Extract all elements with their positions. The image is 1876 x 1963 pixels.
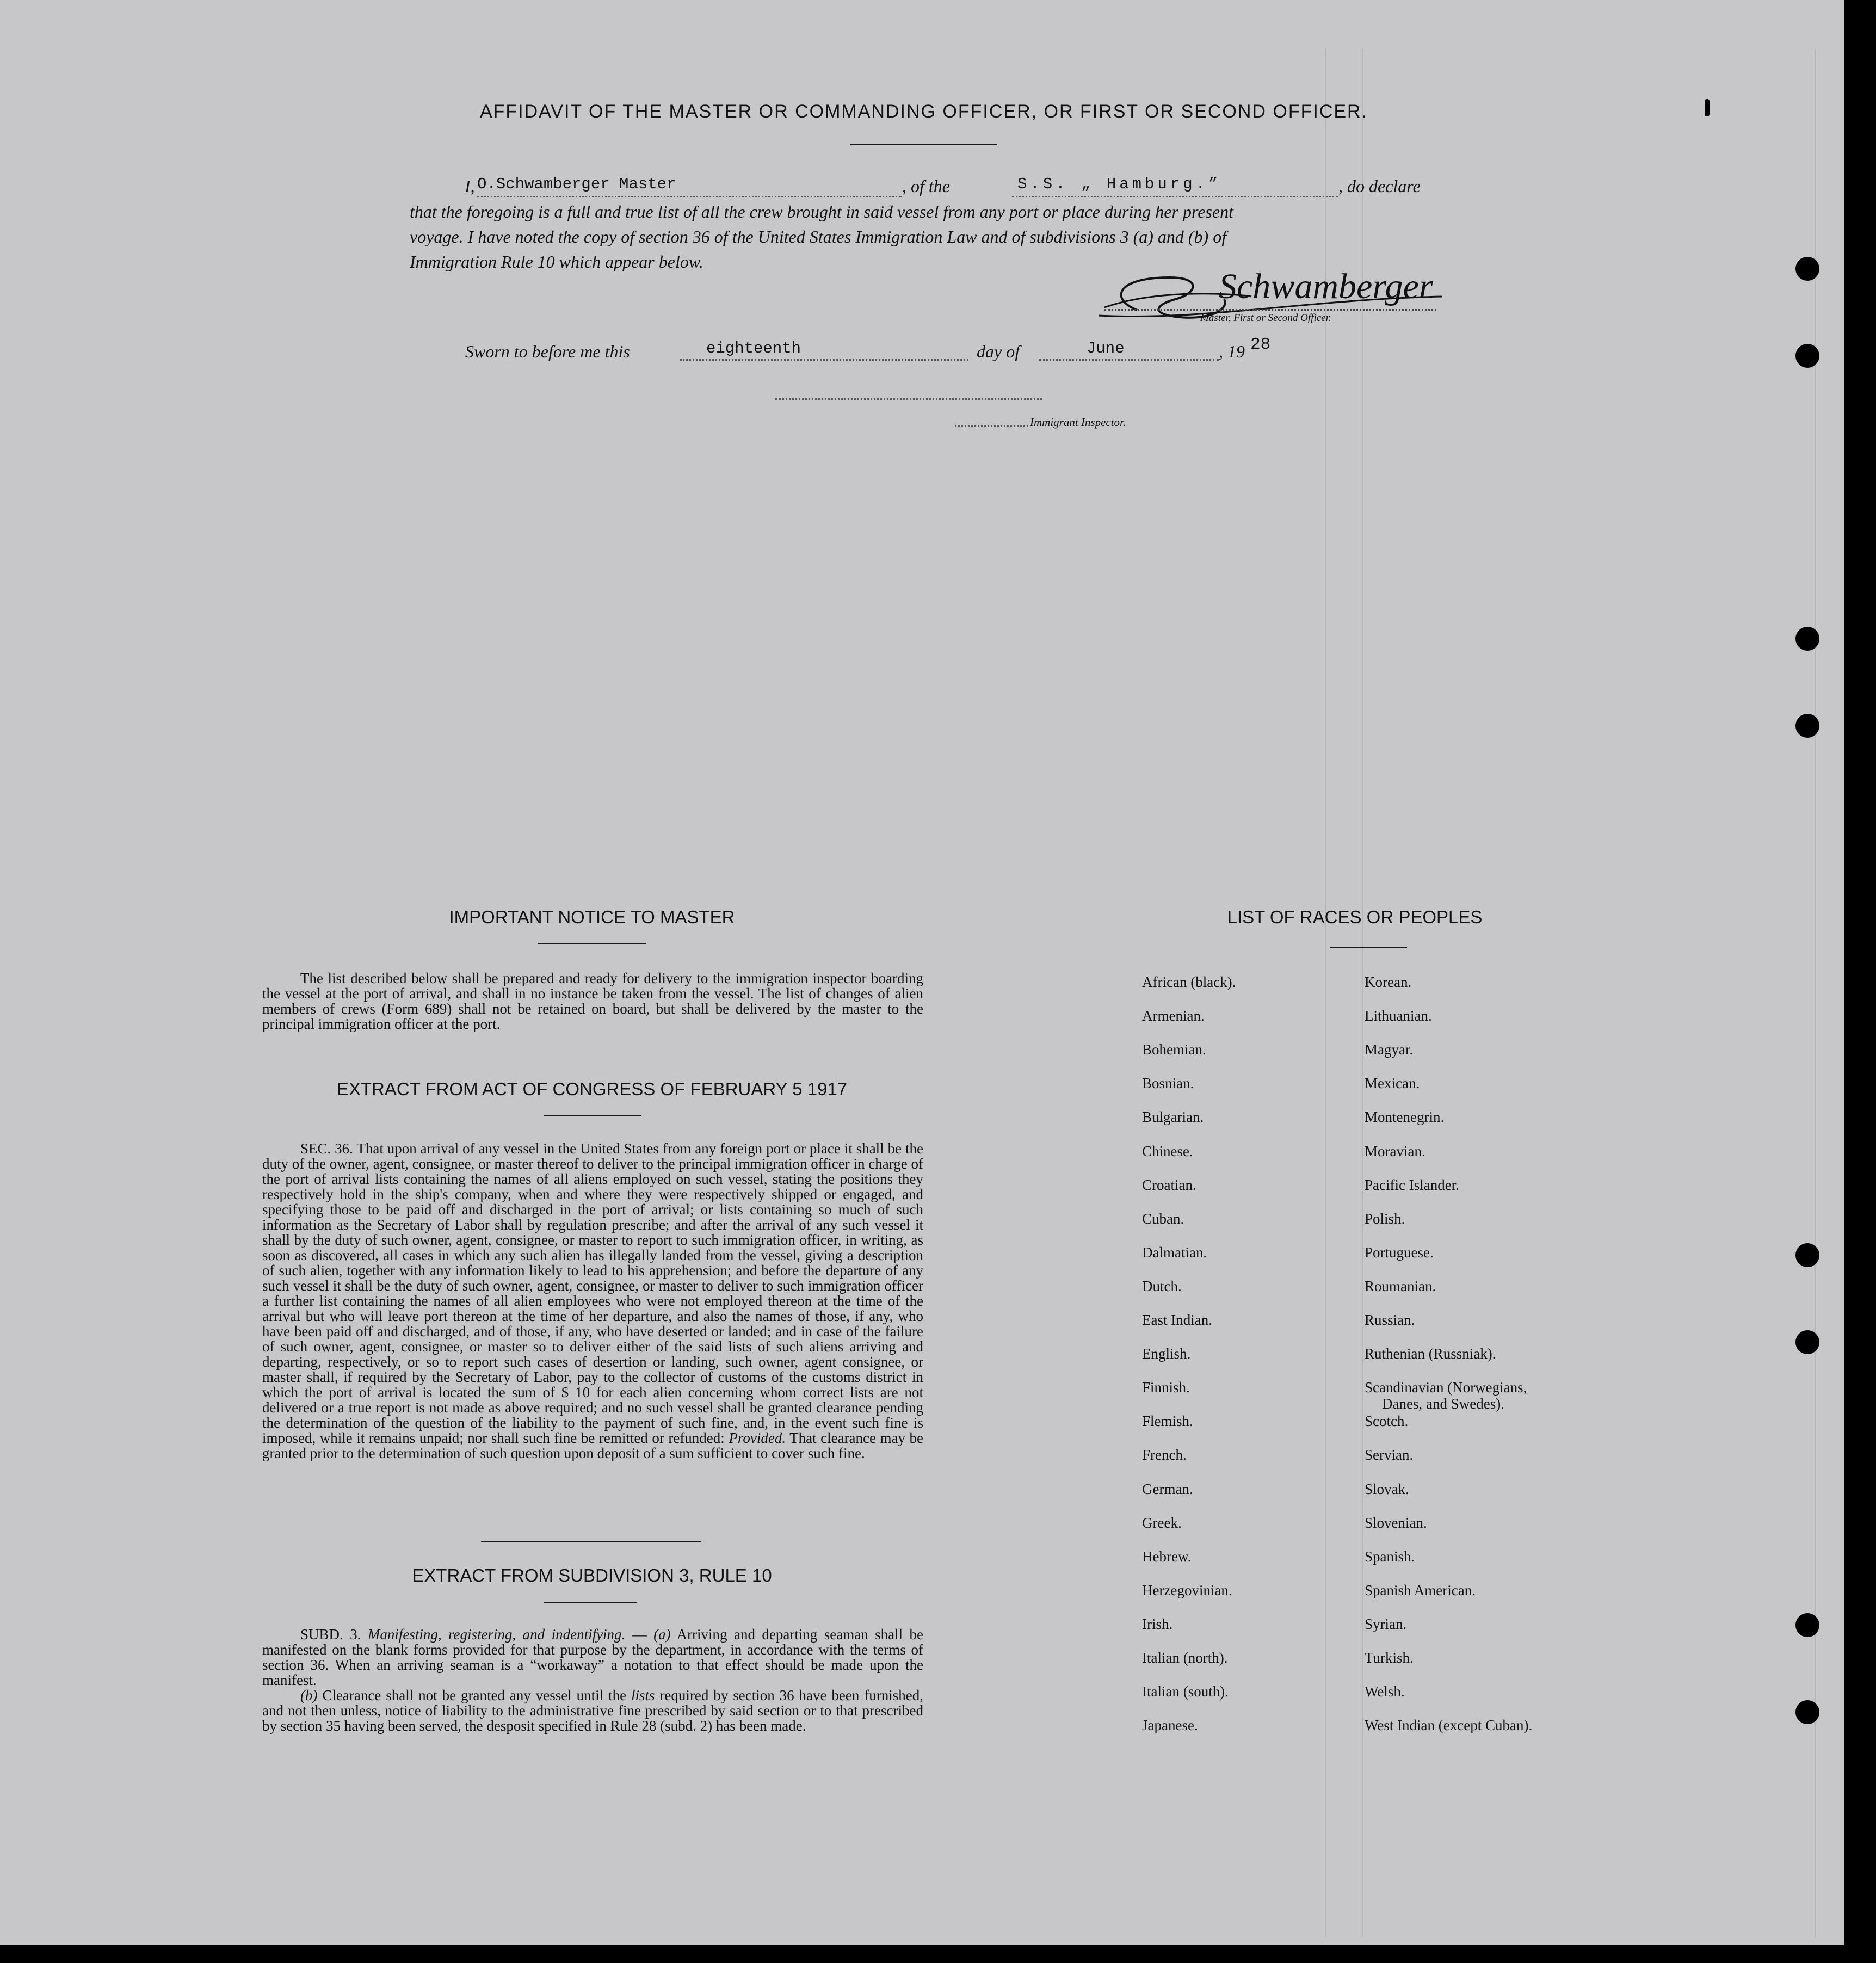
race-item: Moravian. (1365, 1143, 1425, 1159)
race-item: Italian (north). (1142, 1650, 1228, 1666)
section-36-text: SEC. 36. That upon arrival of any vessel in the United States from any foreign port or place it shall be the duty of the owner, agent, consignee, or master thereof to deliver to the principal immigration officer in charge of the port of arrival lists containing the names of all aliens employed on such vessel, stating the positions they respectively hold in the ship's company, when and where they were respectively shipped or engaged, and specifying those to be paid off and discharged in the port of arrival; or lists containing so much of such information as the Secretary of Labor shall by regulation prescribe; and after the arrival of any such vessel it shall by the duty of such owner, agent, consignee, or master to report to such immigration officer, in writing, as soon as discovered, all cases in which any such alien has illegally landed from the vessel, giving a description of such alien, together with any information likely to lead to his apprehension; and before the departure of any such vessel it shall be the duty of such owner, agent, consignee, or master to deliver to such immigration officer a further list containing the names of all alien employees who were not employed thereon at the time of the arrival but who will leave port thereon at the time of her departure, and also the names of those, if any, who have been paid off and discharged, and of those, if any, who have deserted or landed; and in case of the failure of such owner, agent, consignee, or master so to deliver either of the said lists of such aliens arriving and departing, respectively, or so to report such cases of desertion or landing, such owner, agent consignee, or master shall, if required by the Secretary of Labor, pay to the collector of customs of the customs district in which the port of arrival is located the sum of $ 10 for each alien concerning whom correct lists are not delivered or a true report is not made as above required; and no such vessel shall be granted clearance pending the determination of the question of the liability to the payment of such fine, and, in the event such fine is imposed, while it remains unpaid; nor shall such fine be remitted or refunded: (262, 1140, 923, 1446)
declarant-line (477, 196, 902, 197)
race-item: Syrian. (1365, 1615, 1407, 1632)
race-item: Bosnian. (1142, 1075, 1194, 1092)
race-item: Roumanian. (1365, 1277, 1436, 1294)
act-title-underline (544, 1115, 641, 1116)
declarant-name: O.Schwamberger Master (477, 175, 676, 193)
subd-b-label: (b) (300, 1687, 318, 1703)
race-item: Chinese. (1142, 1143, 1193, 1159)
fold-line (1325, 49, 1326, 1937)
race-item: Ruthenian (Russniak). (1365, 1345, 1496, 1362)
race-item: Cuban. (1142, 1210, 1184, 1227)
binder-hole (1795, 1700, 1819, 1724)
subdivision-a-paragraph (262, 1627, 923, 1688)
race-item: Mexican. (1365, 1075, 1420, 1092)
race-item: English. (1142, 1345, 1191, 1362)
races-title: LIST OF RACES OR PEOPLES (1227, 907, 1483, 927)
race-item: Greek. (1142, 1514, 1182, 1531)
race-item: Spanish. (1365, 1548, 1415, 1565)
race-item: Spanish American. (1365, 1582, 1476, 1598)
section-36-paragraph (262, 1141, 923, 1461)
binder-hole (1795, 1243, 1819, 1267)
race-item: Hebrew. (1142, 1548, 1192, 1565)
race-item: Bohemian. (1142, 1041, 1206, 1058)
subd-dash: — (625, 1626, 654, 1643)
subd-b-text-1: Clearance shall not be granted any vessel until the (322, 1687, 627, 1703)
race-item: Danes, and Swedes). (1382, 1396, 1504, 1412)
race-item: West Indian (except Cuban). (1365, 1717, 1533, 1734)
signature-caption: Master, First or Second Officer. (1200, 312, 1331, 324)
inspector-line-2 (955, 425, 1028, 427)
race-item: Welsh. (1365, 1683, 1405, 1700)
provided-word: Provided. (729, 1430, 786, 1446)
day-of-label: day of (977, 342, 1020, 361)
race-item: Italian (south). (1142, 1683, 1229, 1700)
act-extract-title: EXTRACT FROM ACT OF CONGRESS OF FEBRUARY 5 1917 (336, 1079, 848, 1099)
subd-a-label: (a) (653, 1626, 671, 1643)
race-item: Croatian. (1142, 1176, 1196, 1193)
race-item: Armenian. (1142, 1008, 1205, 1024)
race-item: East Indian. (1142, 1312, 1212, 1328)
binder-hole (1795, 1613, 1819, 1637)
ink-mark (1705, 99, 1710, 116)
race-item: Scotch. (1365, 1413, 1409, 1430)
race-item: Portuguese. (1365, 1244, 1434, 1261)
race-item: Polish. (1365, 1210, 1405, 1227)
rule-extract-title: EXTRACT FROM SUBDIVISION 3, RULE 10 (412, 1565, 772, 1585)
sworn-month: June (1087, 339, 1125, 357)
inspector-line-1 (775, 398, 1042, 400)
race-item: Slovenian. (1365, 1514, 1427, 1531)
notice-paragraph: The list described below shall be prepared and ready for delivery to the immigration inspector boarding the vessel at the port of arrival, and shall in no instance be taken from the vessel. The list of changes of alien members of crews (Form 689) shall not be retained on board, but shall be delivered by the master to the principal immigration officer at the port. (262, 970, 923, 1032)
subd-b-text-2: required by section 36 have been furnished, and not then unless, notice of liability to the administrative fine prescribed by said section or to that prescribed by section 35 having been served, the desposit specified in Rule 28 (subd. 2) has been made. (262, 1687, 924, 1734)
race-item: Russian. (1365, 1312, 1415, 1328)
sworn-day: eighteenth (706, 339, 801, 357)
race-item: Dalmatian. (1142, 1244, 1207, 1261)
subd-label: SUBD. 3. (300, 1626, 361, 1643)
binder-hole (1795, 714, 1819, 738)
section-divider (481, 1541, 701, 1542)
binder-hole (1795, 344, 1819, 368)
subd-b-lists: lists (631, 1687, 655, 1703)
affidavit-line-3: voyage. I have noted the copy of section 36 of the United States Immigration Law and of subdivisions 3 (a) and (b) of (410, 227, 1227, 246)
vessel-name: S.S. „ Hamburg.” (1017, 175, 1221, 193)
races-title-underline (1330, 947, 1407, 948)
binder-hole (1795, 257, 1819, 281)
year-prefix: , 19 (1219, 342, 1245, 361)
inspector-caption: Immigrant Inspector. (1030, 416, 1126, 429)
race-item: French. (1142, 1447, 1187, 1464)
year-suffix: 28 (1250, 335, 1271, 354)
binder-hole (1795, 627, 1819, 651)
race-item: Scandinavian (Norwegians, (1365, 1379, 1527, 1396)
title-underline (850, 144, 997, 145)
race-item: Korean. (1365, 974, 1412, 990)
declarant-prefix: I, (465, 176, 475, 196)
race-item: Magyar. (1365, 1041, 1414, 1058)
race-item: Turkish. (1365, 1650, 1414, 1666)
race-item: Japanese. (1142, 1717, 1198, 1734)
page-edge-line (1815, 49, 1816, 1937)
signature-line (1104, 309, 1436, 311)
rule-extract-text (262, 1627, 923, 1733)
notice-title: IMPORTANT NOTICE TO MASTER (449, 907, 735, 927)
section-36-text-end: That clearance may be granted prior to the determination of such question upon deposit of a sum sufficient to cover such fine. (262, 1430, 924, 1461)
subd-heading: Manifesting, registering, and indentifying. (367, 1626, 626, 1643)
race-item: Irish. (1142, 1615, 1173, 1632)
race-item: Slovak. (1365, 1480, 1409, 1497)
race-item: Flemish. (1142, 1413, 1193, 1430)
vessel-line (1012, 196, 1338, 197)
affidavit-line-4: Immigration Rule 10 which appear below. (410, 252, 704, 271)
do-declare-label: , do declare (1338, 176, 1421, 196)
race-item: Herzegovinian. (1142, 1582, 1232, 1598)
fold-line (1362, 49, 1363, 1937)
binder-hole (1795, 1330, 1819, 1354)
race-item: Finnish. (1142, 1379, 1190, 1396)
race-item: Pacific Islander. (1365, 1176, 1459, 1193)
sworn-label: Sworn to before me this (465, 342, 630, 361)
subd-a-text: Arriving and departing seaman shall be manifested on the blank forms provided for that purpose by the department, in accordance with the terms of section 36. When an arriving seaman is a “workaway” a notation to that effect should be made upon the manifest. (262, 1626, 923, 1688)
affidavit-title: AFFIDAVIT OF THE MASTER OR COMMANDING OFFICER, OR FIRST OR SECOND OFFICER. (479, 101, 1368, 122)
race-item: Lithuanian. (1365, 1008, 1432, 1024)
sworn-day-line (680, 359, 968, 361)
signature-text: Schwamberger (1219, 267, 1433, 306)
of-the-label: , of the (902, 176, 950, 196)
race-item: Montenegrin. (1365, 1109, 1445, 1126)
notice-title-underline (538, 943, 646, 944)
affidavit-line-2: that the foregoing is a full and true list of all the crew brought in said vessel from any port or place during her present (410, 202, 1233, 221)
act-extract-text (262, 1141, 923, 1461)
race-item: African (black). (1142, 974, 1236, 990)
sworn-month-line (1039, 359, 1219, 361)
notice-text (262, 971, 923, 1032)
subdivision-b-paragraph (262, 1688, 923, 1733)
race-item: Dutch. (1142, 1277, 1182, 1294)
race-item: German. (1142, 1480, 1193, 1497)
rule-title-underline (544, 1602, 637, 1603)
race-item: Bulgarian. (1142, 1109, 1204, 1126)
race-item: Servian. (1365, 1447, 1414, 1464)
